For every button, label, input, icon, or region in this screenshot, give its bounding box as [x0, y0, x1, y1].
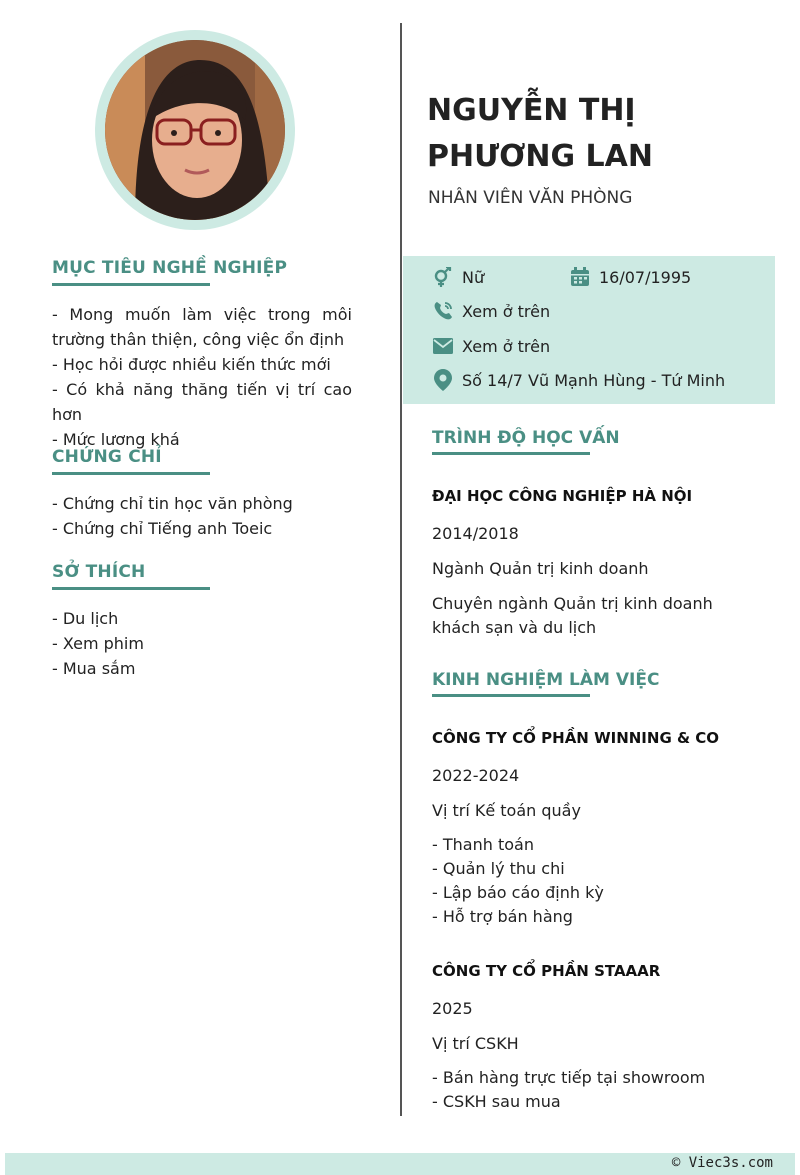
gender-icon	[432, 266, 454, 288]
list-item: - Xem phim	[52, 634, 144, 653]
dob-row	[569, 266, 691, 288]
section-underline	[52, 283, 210, 286]
job-task-list	[432, 833, 772, 929]
job-period: 2025	[432, 999, 473, 1018]
education-period: 2014/2018	[432, 524, 519, 543]
gender-value: Nữ	[462, 267, 485, 287]
certificates-section	[52, 447, 352, 541]
profile-photo	[105, 40, 285, 220]
list-item: - Mua sắm	[52, 659, 136, 678]
phone-row	[432, 300, 550, 322]
email-row	[432, 335, 550, 357]
copyright-text: © Viec3s.com	[671, 1155, 773, 1171]
list-item: - Chứng chỉ Tiếng anh Toeic	[52, 519, 273, 538]
location-pin-icon	[432, 369, 454, 391]
list-item: - Du lịch	[52, 609, 119, 628]
career-goal-title: MỤC TIÊU NGHỀ NGHIỆP	[52, 258, 288, 278]
gender-row	[432, 266, 484, 288]
list-item: - Mong muốn làm việc trong môi trường thân thiện, công việc ổn định	[52, 305, 352, 349]
list-item: - Bán hàng trực tiếp tại showroom	[432, 1068, 706, 1087]
list-item: - CSKH sau mua	[432, 1092, 561, 1111]
section-underline	[52, 587, 210, 590]
list-item: - Quản lý thu chi	[432, 859, 565, 878]
job-company: CÔNG TY CỔ PHẦN STAAAR	[432, 962, 661, 980]
job-role: NHÂN VIÊN VĂN PHÒNG	[428, 188, 633, 208]
job-position: Vị trí Kế toán quầy	[432, 801, 581, 820]
phone-icon	[432, 300, 454, 322]
certificates-list	[52, 491, 352, 541]
job-period: 2022-2024	[432, 766, 520, 785]
school-name: ĐẠI HỌC CÔNG NGHIỆP HÀ NỘI	[432, 487, 693, 505]
list-item: - Học hỏi được nhiều kiến thức mới	[52, 355, 331, 374]
list-item: - Hỗ trợ bán hàng	[432, 907, 573, 926]
hobbies-title: SỞ THÍCH	[52, 562, 146, 582]
list-item: - Chứng chỉ tin học văn phòng	[52, 494, 293, 513]
full-name: NGUYỄN THỊ PHƯƠNG LAN	[427, 93, 653, 174]
list-item: - Có khả năng thăng tiến vị trí cao hơn	[52, 380, 352, 424]
experience-title: KINH NGHIỆM LÀM VIỆC	[432, 670, 660, 690]
education-major: Ngành Quản trị kinh doanh	[432, 559, 649, 578]
column-divider	[400, 23, 402, 1116]
education-specialization: Chuyên ngành Quản trị kinh doanh khách sạn và du lịch	[432, 594, 713, 637]
address-row	[432, 369, 725, 391]
address-value: Số 14/7 Vũ Mạnh Hùng - Tứ Minh	[462, 370, 726, 390]
hobbies-section	[52, 562, 352, 681]
list-item: - Thanh toán	[432, 835, 534, 854]
dob-value: 16/07/1995	[599, 267, 692, 287]
email-icon	[432, 335, 454, 357]
section-underline	[432, 694, 590, 697]
job-company: CÔNG TY CỔ PHẦN WINNING & CO	[432, 729, 720, 747]
list-item: - Mức lương khá	[52, 430, 180, 449]
job-task-list	[432, 1066, 772, 1114]
avatar	[95, 30, 295, 230]
list-item: - Lập báo cáo định kỳ	[432, 883, 604, 902]
job-position: Vị trí CSKH	[432, 1034, 519, 1053]
career-goal-section	[52, 258, 352, 452]
certificates-title: CHỨNG CHỈ	[52, 447, 162, 467]
hobbies-list	[52, 606, 352, 681]
career-goal-list	[52, 302, 352, 452]
footer-bar	[5, 1153, 795, 1175]
email-value: Xem ở trên	[462, 336, 551, 356]
section-underline	[432, 452, 590, 455]
calendar-icon	[569, 266, 591, 288]
education-title: TRÌNH ĐỘ HỌC VẤN	[432, 428, 620, 448]
phone-value: Xem ở trên	[462, 301, 551, 321]
section-underline	[52, 472, 210, 475]
